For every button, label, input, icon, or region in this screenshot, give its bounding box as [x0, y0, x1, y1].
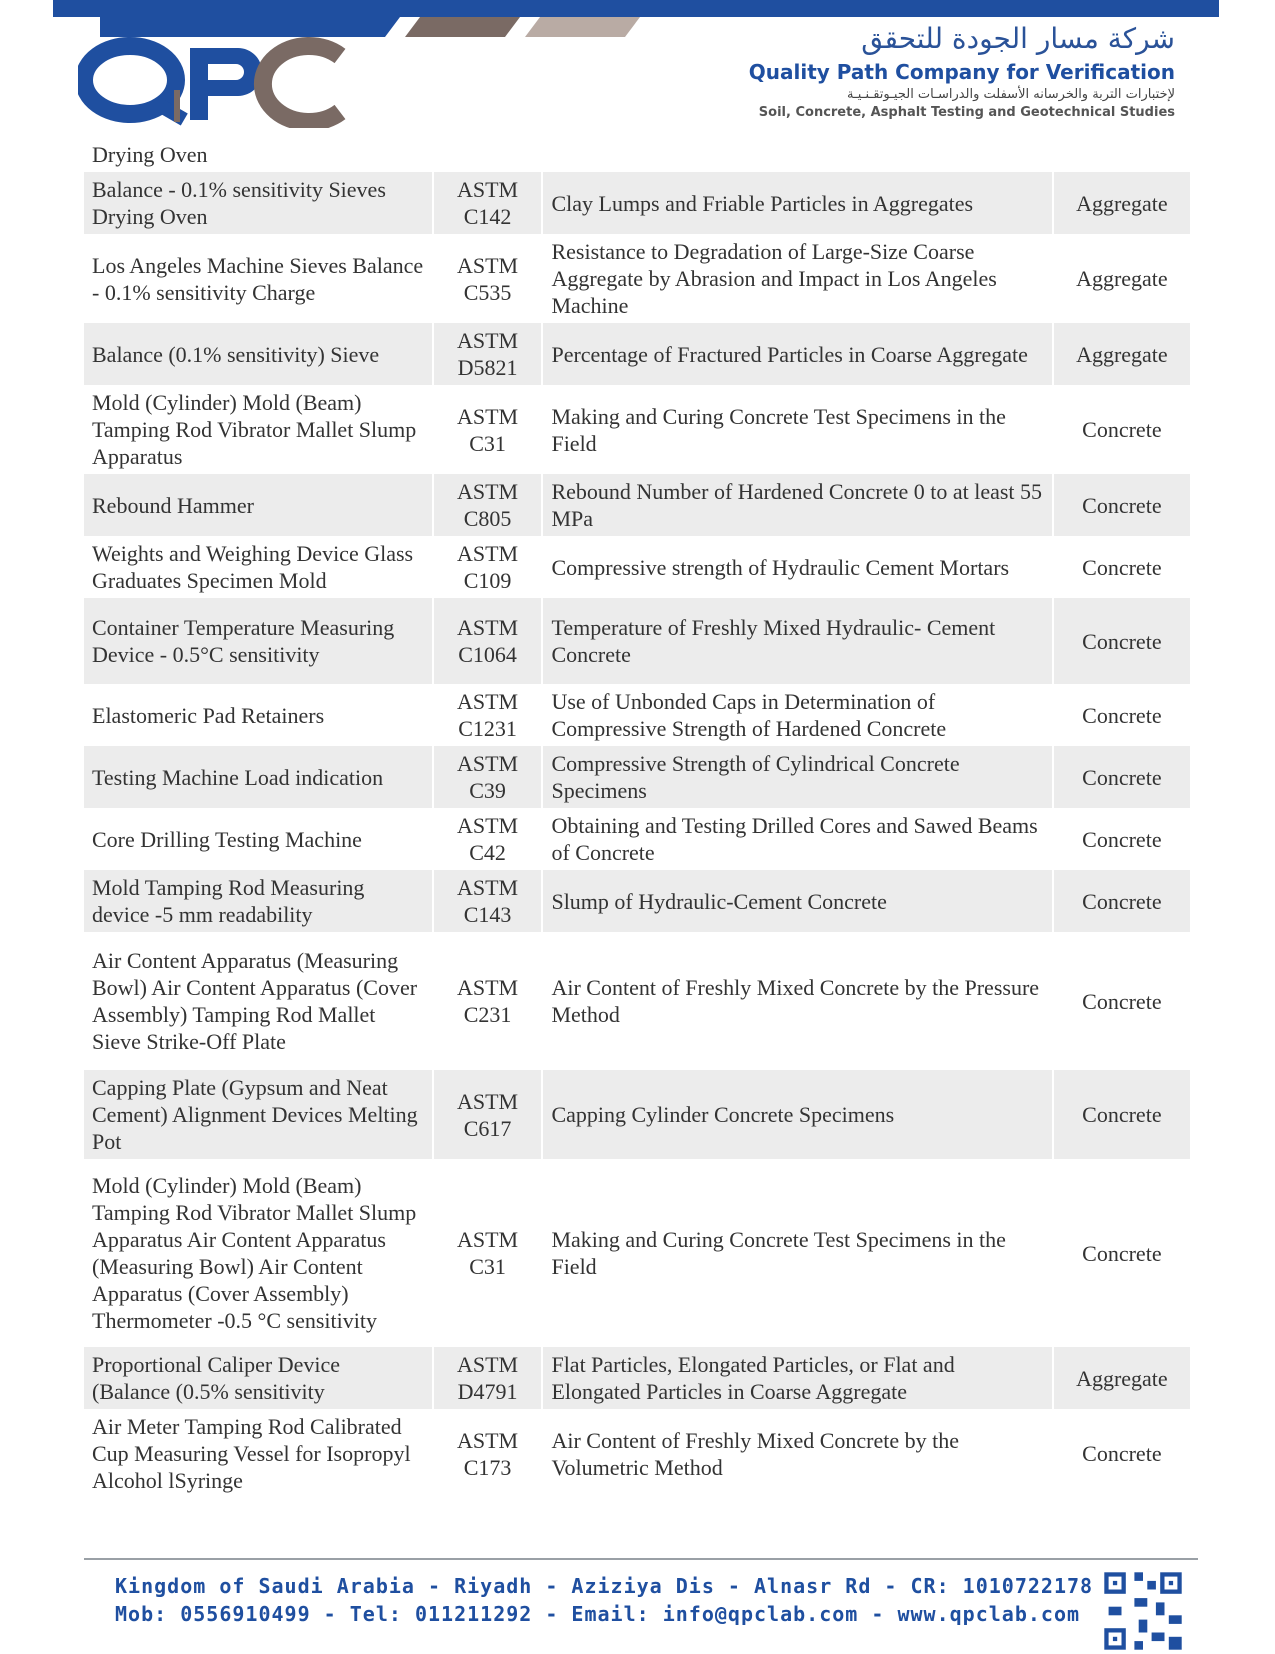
table-row: [84, 598, 1190, 684]
standard-cell: ASTM C31: [433, 385, 543, 474]
standard-cell: ASTM C173: [433, 1409, 543, 1498]
table-row: [84, 1409, 1190, 1498]
table-row: [84, 137, 1190, 172]
equipment-cell: Container Temperature Measuring Device - 0.5°C sensitivity: [84, 598, 433, 684]
table-row: [84, 474, 1190, 536]
footer-contact: [115, 1572, 1093, 1628]
equipment-cell: Mold (Cylinder) Mold (Beam) Tamping Rod Vibrator Mallet Slump Apparatus: [84, 385, 433, 474]
category-cell: Concrete: [1053, 474, 1190, 536]
category-cell: Aggregate: [1053, 1347, 1190, 1409]
table-row: [84, 684, 1190, 746]
test-method-cell: Use of Unbonded Caps in Determination of Compressive Strength of Hardened Concrete: [542, 684, 1052, 746]
category-cell: Concrete: [1082, 417, 1162, 442]
test-method-cell: Clay Lumps and Friable Particles in Aggregates: [542, 172, 1052, 234]
standard-cell: ASTM C39: [433, 746, 543, 808]
equipment-cell: Weights and Weighing Device Glass Graduates Specimen Mold: [84, 536, 433, 598]
category-cell: [1053, 137, 1190, 172]
table-row: [84, 808, 1190, 870]
equipment-cell: Los Angeles Machine Sieves Balance - 0.1% sensitivity Charge: [84, 234, 433, 323]
standard-cell: ASTM D4791: [433, 1347, 543, 1409]
test-method-cell: Flat Particles, Elongated Particles, or Flat and Elongated Particles in Coarse Aggregate: [542, 1347, 1052, 1409]
category-cell: Concrete: [1053, 598, 1190, 684]
standard-cell: ASTM C805: [433, 474, 543, 536]
equipment-cell: Proportional Caliper Device (Balance (0.5% sensitivity: [84, 1347, 433, 1409]
category-cell: Concrete: [1053, 746, 1190, 808]
company-name-english: Quality Path Company for Verification: [748, 60, 1175, 84]
equipment-cell: Capping Plate (Gypsum and Neat Cement) Alignment Devices Melting Pot: [84, 1070, 433, 1159]
table-row: [84, 746, 1190, 808]
standard-cell: ASTM C142: [433, 172, 543, 234]
equipment-cell: Balance - 0.1% sensitivity Sieves Drying Oven: [84, 172, 433, 234]
category-cell: Concrete: [1082, 702, 1162, 728]
test-method-cell: Capping Cylinder Concrete Specimens: [542, 1070, 1052, 1159]
footer-contact-line: Mob: 0556910499 - Tel: 011211292 - Email: info@qpclab.com - www.qpclab.com: [115, 1602, 1081, 1626]
test-standards-table: [84, 137, 1190, 1498]
category-cell: Concrete: [1082, 554, 1162, 580]
equipment-cell: Elastomeric Pad Retainers: [84, 684, 433, 746]
qpc-logo: [78, 28, 358, 128]
header-bar: [53, 0, 1219, 17]
company-brand: [749, 20, 1175, 122]
table-row: [84, 932, 1190, 1070]
equipment-cell: Drying Oven: [84, 137, 433, 172]
category-cell: Concrete: [1082, 988, 1162, 1014]
table-body: [84, 137, 1190, 1498]
test-method-cell: Air Content of Freshly Mixed Concrete by the Volumetric Method: [542, 1409, 1052, 1498]
test-method-cell: Making and Curing Concrete Test Specimens in the Field: [542, 1159, 1052, 1347]
table-row: [84, 1070, 1190, 1159]
table-row: [84, 323, 1190, 385]
table-row: [84, 172, 1190, 234]
category-cell: Concrete: [1082, 826, 1162, 852]
table-row: [84, 870, 1190, 932]
equipment-cell: Testing Machine Load indication: [84, 746, 433, 808]
test-method-cell: Percentage of Fractured Particles in Coarse Aggregate: [542, 323, 1052, 385]
category-cell: Concrete: [1053, 1070, 1190, 1159]
test-method-cell: Rebound Number of Hardened Concrete 0 to at least 55 MPa: [542, 474, 1052, 536]
category-cell: Aggregate: [1076, 266, 1168, 291]
category-cell: Concrete: [1053, 870, 1190, 932]
table-row: [84, 385, 1190, 474]
test-method-cell: Slump of Hydraulic-Cement Concrete: [542, 870, 1052, 932]
category-cell: Concrete: [1082, 1240, 1162, 1266]
table-row: [84, 234, 1190, 323]
equipment-cell: Rebound Hammer: [84, 474, 433, 536]
test-method-cell: Temperature of Freshly Mixed Hydraulic- Cement Concrete: [542, 598, 1052, 684]
category-cell: Concrete: [1082, 1441, 1162, 1466]
company-tagline-arabic: لإختبارات التربة والخرسانه الأسفلت والدراسـات الجيـوتقـنـيـة: [846, 87, 1175, 102]
equipment-cell: Mold Tamping Rod Measuring device -5 mm readability: [84, 870, 433, 932]
test-method-cell: Making and Curing Concrete Test Specimens in the Field: [542, 385, 1052, 474]
standard-cell: ASTM C109: [433, 536, 543, 598]
standard-cell: ASTM C143: [433, 870, 543, 932]
qr-code-icon: [1100, 1568, 1186, 1654]
equipment-cell: Air Content Apparatus (Measuring Bowl) Air Content Apparatus (Cover Assembly) Tamping Rod Mallet Sieve Strike-Off Plate: [84, 932, 433, 1070]
test-method-cell: [542, 137, 1052, 172]
equipment-cell: Core Drilling Testing Machine: [84, 808, 433, 870]
footer-divider: [84, 1558, 1198, 1560]
standard-cell: ASTM C231: [433, 932, 543, 1070]
standard-cell: ASTM C535: [433, 234, 543, 323]
footer-address: Kingdom of Saudi Arabia - Riyadh - Aziziya Dis - Alnasr Rd - CR: 1010722178: [115, 1574, 1094, 1598]
standard-cell: ASTM C31: [433, 1159, 543, 1347]
company-tagline-english: Soil, Concrete, Asphalt Testing and Geotechnical Studies: [758, 105, 1175, 120]
table-row: [84, 1347, 1190, 1409]
standard-cell: ASTM C617: [433, 1070, 543, 1159]
equipment-cell: Air Meter Tamping Rod Calibrated Cup Measuring Vessel for Isopropyl Alcohol lSyringe: [84, 1409, 433, 1498]
company-name-arabic: شركة مسار الجودة للتحقق: [861, 22, 1175, 55]
equipment-cell: Balance (0.1% sensitivity) Sieve: [84, 323, 433, 385]
test-method-cell: Obtaining and Testing Drilled Cores and Sawed Beams of Concrete: [542, 808, 1052, 870]
standard-cell: ASTM C42: [433, 808, 543, 870]
category-cell: Aggregate: [1053, 323, 1190, 385]
standard-cell: [433, 137, 543, 172]
test-method-cell: Compressive Strength of Cylindrical Concrete Specimens: [542, 746, 1052, 808]
test-method-cell: Air Content of Freshly Mixed Concrete by the Pressure Method: [542, 932, 1052, 1070]
category-cell: Aggregate: [1053, 172, 1190, 234]
equipment-cell: Mold (Cylinder) Mold (Beam) Tamping Rod Vibrator Mallet Slump Apparatus Air Content Apparatus (Measuring Bowl) Air Content Apparatus (Cover Assembly) Thermometer -0.5 °C sensitivity: [84, 1159, 433, 1347]
standard-cell: ASTM C1231: [433, 684, 543, 746]
standard-cell: ASTM C1064: [433, 598, 543, 684]
table-row: [84, 536, 1190, 598]
test-method-cell: Compressive strength of Hydraulic Cement Mortars: [542, 536, 1052, 598]
table-row: [84, 1159, 1190, 1347]
standard-cell: ASTM D5821: [433, 323, 543, 385]
test-method-cell: Resistance to Degradation of Large-Size Coarse Aggregate by Abrasion and Impact in Los Angeles Machine: [542, 234, 1052, 323]
